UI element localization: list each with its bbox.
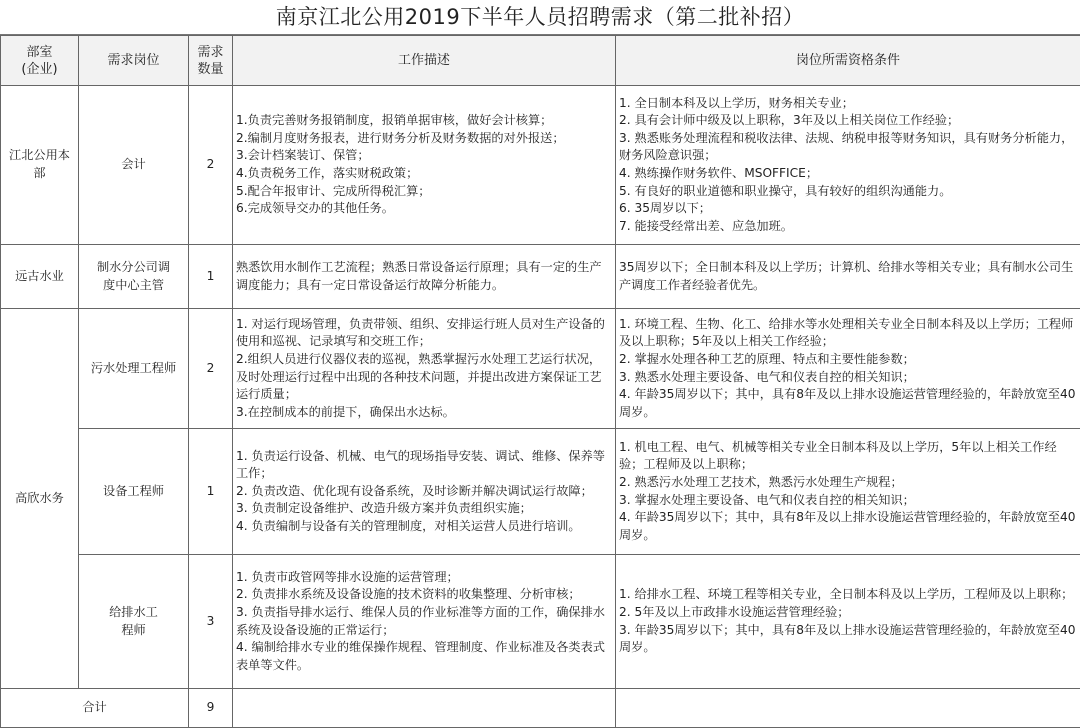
table-row	[1, 245, 1080, 309]
desc-cell	[233, 245, 616, 309]
header-post: 需求岗位	[79, 36, 189, 86]
list-item: 3. 掌握水处理主要设备、电气和仪表自控的相关知识；	[619, 492, 1077, 510]
req-cell	[616, 429, 1080, 555]
header-row	[1, 36, 1080, 86]
header-desc: 工作描述	[233, 36, 616, 86]
req-cell	[616, 555, 1080, 689]
list-item: 1. 对运行现场管理，负责带领、组织、安排运行班人员对生产设备的使用和巡视、记录填写和交班工作；	[236, 316, 612, 351]
post-cell: 给排水工程师	[79, 555, 189, 689]
header-req: 岗位所需资格条件	[616, 36, 1080, 86]
desc-cell	[233, 86, 616, 245]
post-cell: 会计	[79, 86, 189, 245]
recruitment-table	[0, 35, 1080, 728]
req-cell	[616, 86, 1080, 245]
list-item: 5.配合年报审计、完成所得税汇算；	[236, 183, 612, 201]
header-qty	[189, 36, 233, 86]
list-item: 2. 掌握水处理各种工艺的原理、特点和主要性能参数；	[619, 351, 1077, 369]
list-item: 4.负责税务工作，落实财税政策；	[236, 165, 612, 183]
total-qty: 9	[189, 689, 233, 728]
header-dept-l2: (企业)	[21, 62, 57, 77]
total-empty-req	[616, 689, 1080, 728]
qty-cell: 1	[189, 245, 233, 309]
post-cell: 设备工程师	[79, 429, 189, 555]
list-item: 2. 5年及以上市政排水设施运营管理经验；	[619, 604, 1077, 622]
list-item: 35周岁以下；全日制本科及以上学历；计算机、给排水等相关专业；具有制水公司生产调度工作者经验者优先。	[619, 259, 1077, 294]
list-item: 4. 熟练操作财务软件、MSOFFICE；	[619, 165, 1077, 183]
desc-cell	[233, 309, 616, 429]
table-row	[1, 555, 1080, 689]
list-item: 1. 负责运行设备、机械、电气的现场指导安装、调试、维修、保养等工作；	[236, 448, 612, 483]
list-item: 3. 负责指导排水运行、维保人员的作业标准等方面的工作，确保排水系统及设备设施的正常运行；	[236, 604, 612, 639]
list-item: 6. 35周岁以下；	[619, 200, 1077, 218]
post-cell: 制水分公司调度中心主管	[79, 245, 189, 309]
header-dept	[1, 36, 79, 86]
table-row	[1, 86, 1080, 245]
total-label: 合计	[1, 689, 189, 728]
desc-cell	[233, 429, 616, 555]
table-row	[1, 309, 1080, 429]
qty-cell: 1	[189, 429, 233, 555]
total-row	[1, 689, 1080, 728]
post-cell: 污水处理工程师	[79, 309, 189, 429]
list-item: 1.负责完善财务报销制度，报销单据审核，做好会计核算；	[236, 112, 612, 130]
list-item: 1. 机电工程、电气、机械等相关专业全日制本科及以上学历，5年以上相关工作经验；工程师及以上职称；	[619, 439, 1077, 474]
list-item: 2. 具有会计师中级及以上职称，3年及以上相关岗位工作经验；	[619, 112, 1077, 130]
list-item: 3. 负责制定设备维护、改造升级方案并负责组织实施；	[236, 500, 612, 518]
list-item: 2. 负责排水系统及设备设施的技术资料的收集整理、分析审核；	[236, 586, 612, 604]
list-item: 2. 熟悉污水处理工艺技术，熟悉污水处理生产规程；	[619, 474, 1077, 492]
list-item: 3. 年龄35周岁以下；其中，具有8年及以上排水设施运营管理经验的，年龄放宽至40周岁。	[619, 622, 1077, 657]
header-qty-l2: 数量	[197, 62, 223, 77]
list-item: 熟悉饮用水制作工艺流程；熟悉日常设备运行原理；具有一定的生产调度能力；具有一定日常设备运行故障分析能力。	[236, 259, 612, 294]
list-item: 1. 负责市政管网等排水设施的运营管理；	[236, 569, 612, 587]
desc-cell	[233, 555, 616, 689]
table-row	[1, 429, 1080, 555]
list-item: 3.会计档案装订、保管；	[236, 147, 612, 165]
dept-cell: 江北公用本部	[1, 86, 79, 245]
dept-cell: 远古水业	[1, 245, 79, 309]
list-item: 3.在控制成本的前提下，确保出水达标。	[236, 404, 612, 422]
list-item: 7. 能接受经常出差、应急加班。	[619, 218, 1077, 236]
list-item: 1. 环境工程、生物、化工、给排水等水处理相关专业全日制本科及以上学历；工程师及以上职称；5年及以上相关工作经验；	[619, 316, 1077, 351]
list-item: 4. 年龄35周岁以下；其中，具有8年及以上排水设施运营管理经验的，年龄放宽至40周岁。	[619, 509, 1077, 544]
qty-cell: 2	[189, 309, 233, 429]
total-empty-desc	[233, 689, 616, 728]
list-item: 4. 负责编制与设备有关的管理制度，对相关运营人员进行培训。	[236, 518, 612, 536]
req-cell	[616, 309, 1080, 429]
qty-cell: 2	[189, 86, 233, 245]
dept-cell: 高欣水务	[1, 309, 79, 689]
list-item: 1. 全日制本科及以上学历，财务相关专业；	[619, 95, 1077, 113]
list-item: 3. 熟悉水处理主要设备、电气和仪表自控的相关知识；	[619, 369, 1077, 387]
list-item: 5. 有良好的职业道德和职业操守，具有较好的组织沟通能力。	[619, 183, 1077, 201]
list-item: 1. 给排水工程、环境工程等相关专业，全日制本科及以上学历，工程师及以上职称；	[619, 586, 1077, 604]
header-dept-l1: 部室	[26, 45, 52, 60]
list-item: 6.完成领导交办的其他任务。	[236, 200, 612, 218]
list-item: 4. 年龄35周岁以下；其中，具有8年及以上排水设施运营管理经验的，年龄放宽至40周岁。	[619, 386, 1077, 421]
qty-cell: 3	[189, 555, 233, 689]
list-item: 4. 编制给排水专业的维保操作规程、管理制度、作业标准及各类表式表单等文件。	[236, 639, 612, 674]
list-item: 3. 熟悉账务处理流程和税收法律、法规、纳税申报等财务知识，具有财务分析能力，财务风险意识强；	[619, 130, 1077, 165]
list-item: 2.编制月度财务报表，进行财务分析及财务数据的对外报送；	[236, 130, 612, 148]
page-title: 南京江北公用2019下半年人员招聘需求（第二批补招）	[0, 0, 1080, 35]
list-item: 2. 负责改造、优化现有设备系统，及时诊断并解决调试运行故障；	[236, 483, 612, 501]
header-qty-l1: 需求	[197, 45, 223, 60]
list-item: 2.组织人员进行仪器仪表的巡视，熟悉掌握污水处理工艺运行状况，及时处理运行过程中出现的各种技术问题，并提出改进方案保证工艺运行质量；	[236, 351, 612, 404]
req-cell	[616, 245, 1080, 309]
